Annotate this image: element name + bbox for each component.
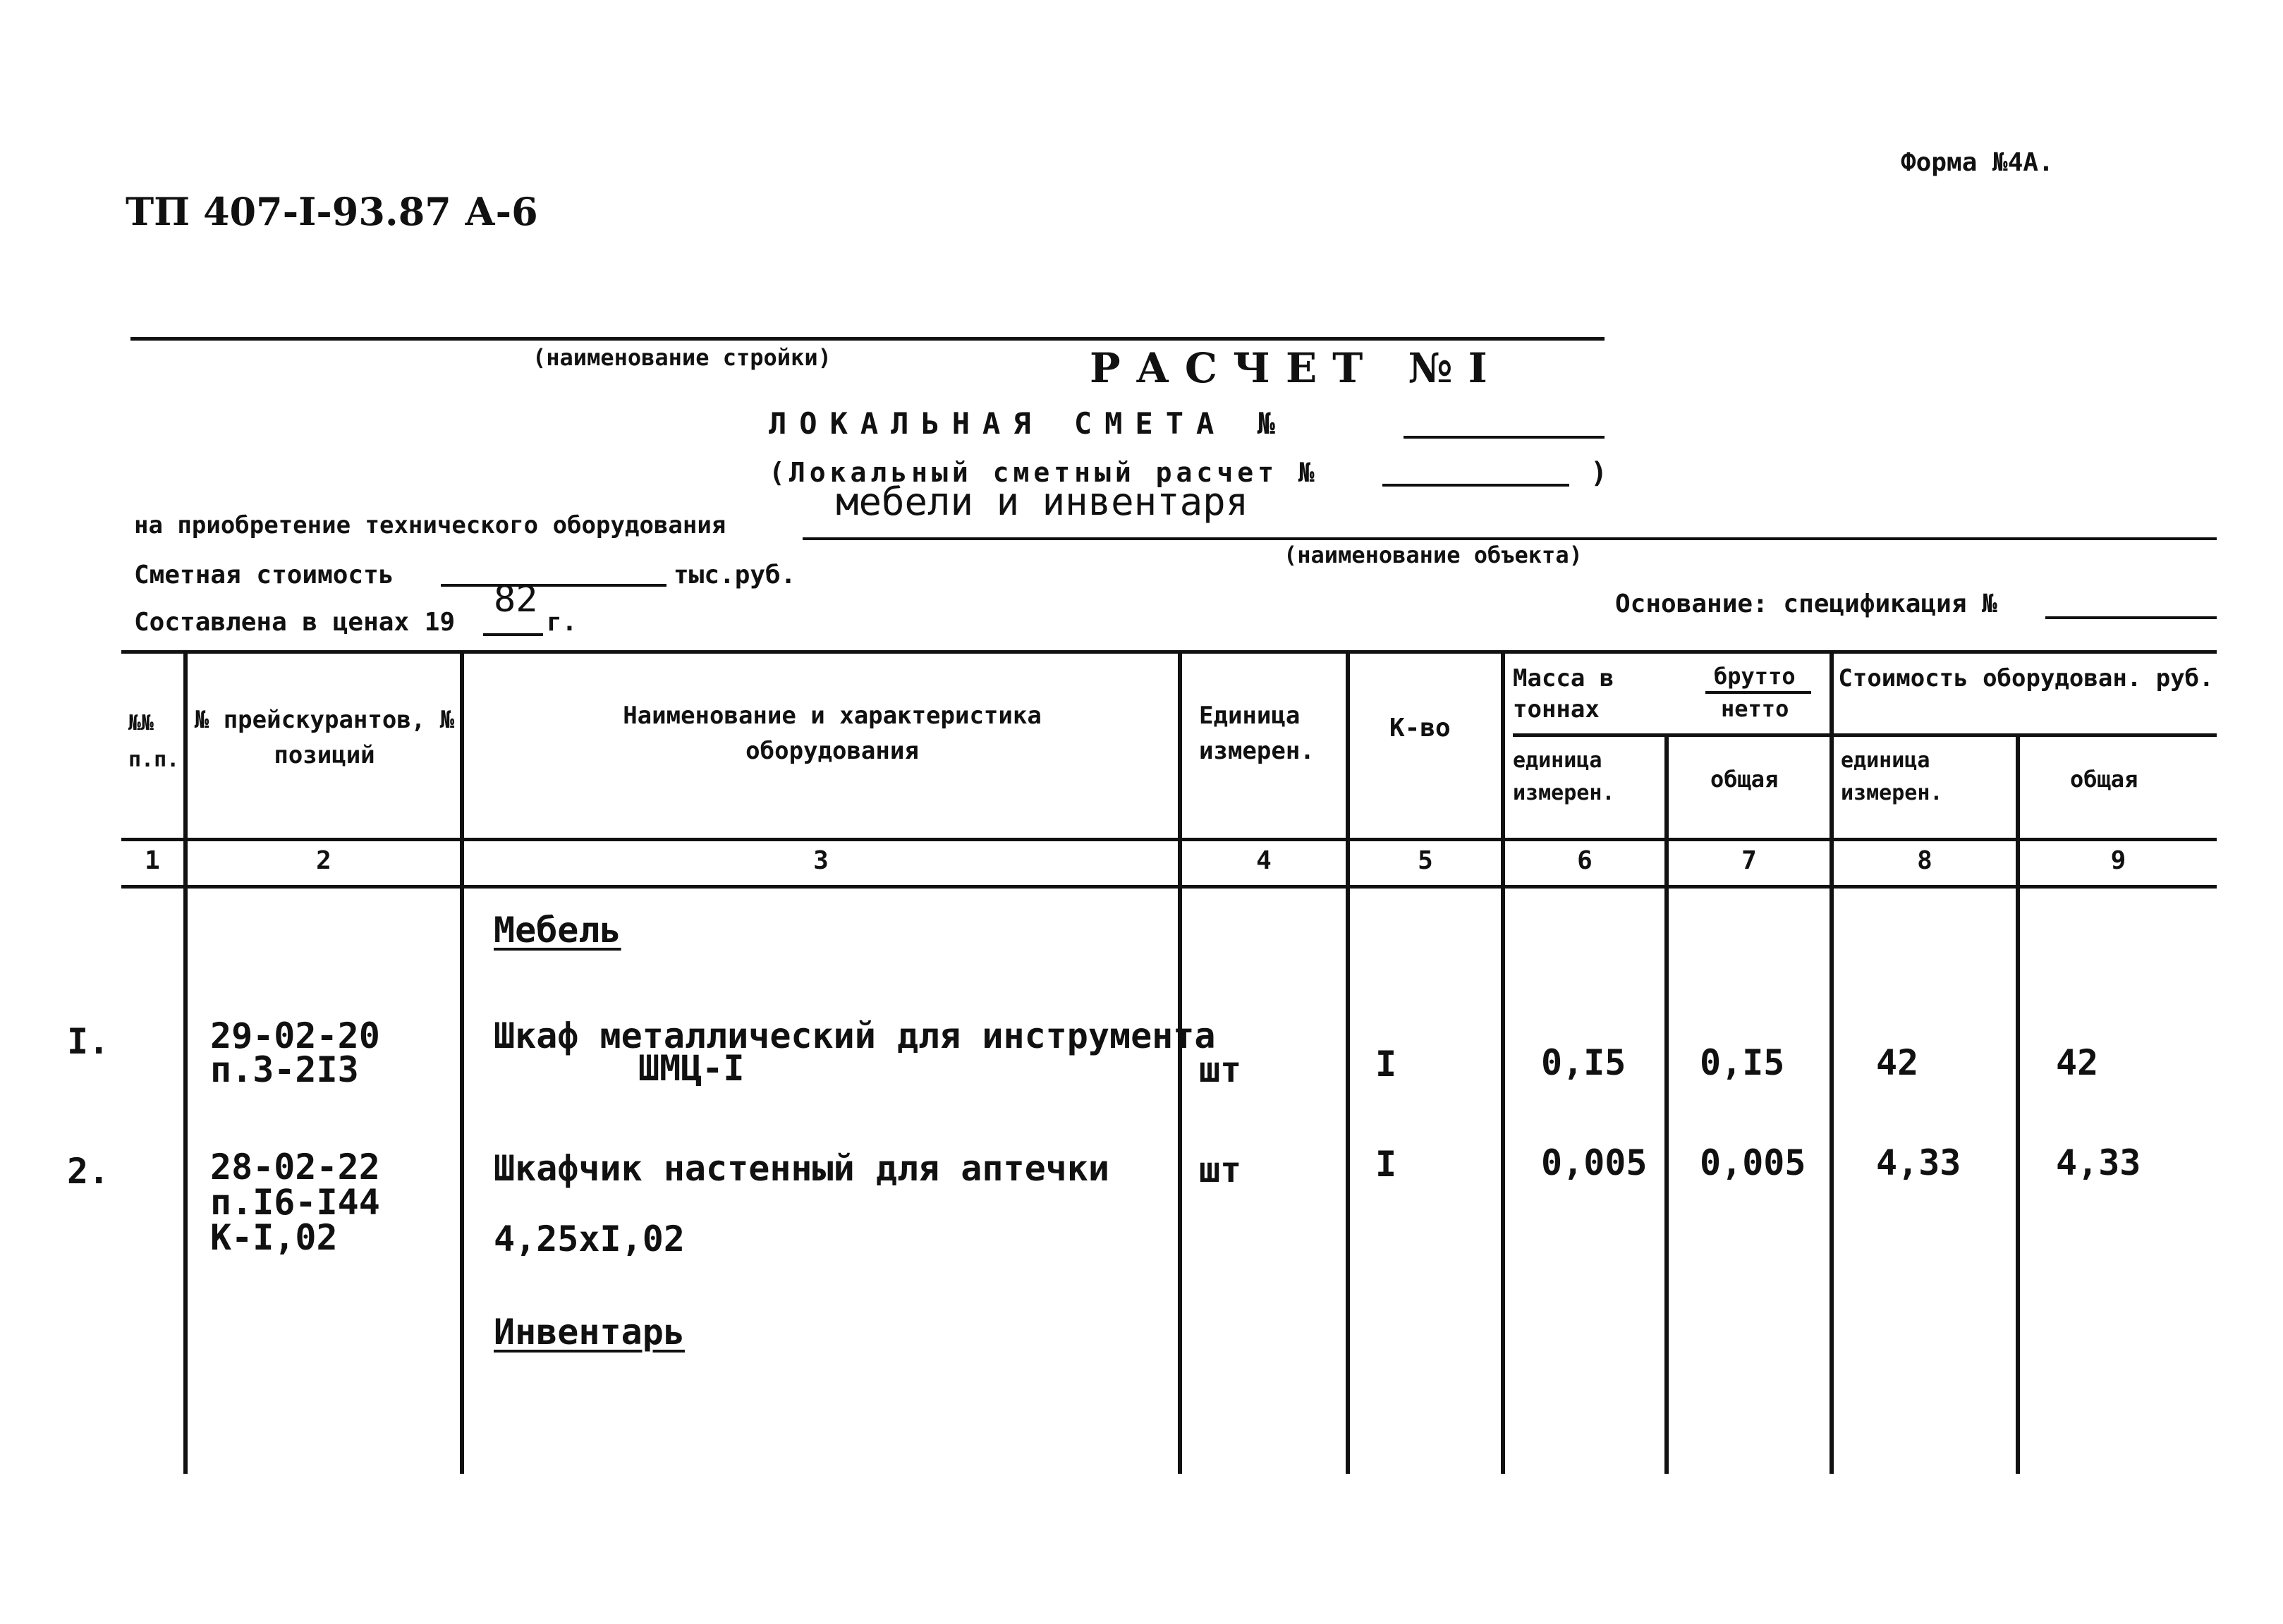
table-col-divider (1501, 650, 1505, 1474)
section-inventory: Инвентарь (494, 1312, 685, 1353)
table-top-border (121, 650, 2217, 654)
prices-suffix: г. (547, 608, 578, 637)
local-calc-close: ) (1590, 457, 1608, 489)
brutto-netto-divider (1705, 691, 1811, 694)
table-col-divider (2016, 733, 2020, 1474)
col-number: 2 (316, 846, 331, 875)
row-name: 4,25хI,02 (494, 1219, 685, 1259)
row-qty: I (1375, 1044, 1397, 1085)
header-mass-brutto: брутто (1714, 663, 1796, 690)
local-calc-number-line (1382, 484, 1569, 487)
section-furniture: Мебель (494, 910, 621, 951)
header-unit: Единица измерен. (1199, 702, 1315, 765)
header-name: Наименование и характеристика оборудования (623, 702, 1042, 765)
row-unit: шт (1199, 1149, 1242, 1190)
page-title: РАСЧЕТ №I (1090, 344, 1503, 392)
table-col-divider (1830, 650, 1834, 1474)
table-col-divider (460, 650, 464, 1474)
table-col-divider (1664, 733, 1669, 1474)
cost-line (441, 584, 666, 587)
basis-line (2045, 616, 2217, 619)
row-name: Шкафчик настенный для аптечки (494, 1148, 1109, 1189)
header-cost-unit: единица измерен. (1841, 748, 1943, 805)
header-mass-total: общая (1710, 766, 1779, 793)
row-num: 2. (67, 1151, 110, 1192)
col-number: 4 (1256, 846, 1272, 875)
header-cost-total: общая (2070, 766, 2138, 793)
header-price-ref: № прейскурантов, № позиций (194, 706, 455, 769)
row-cost-unit: 4,33 (1876, 1142, 1961, 1183)
row-cost-total: 4,33 (2056, 1142, 2141, 1183)
header-mass-unit: единица измерен. (1513, 748, 1615, 805)
row-num: I. (67, 1021, 110, 1062)
header-mass: Масса в тоннах (1513, 664, 1614, 724)
purchase-line (803, 537, 2217, 540)
purchase-label: на приобретение технического оборудования (134, 511, 726, 539)
row-qty: I (1375, 1144, 1397, 1185)
cost-unit: тыс.руб. (674, 561, 796, 590)
row-cost-total: 42 (2056, 1042, 2099, 1083)
row-price-ref: п.I6-I44 (210, 1182, 380, 1223)
row-price-ref: п.3-2I3 (210, 1049, 359, 1090)
estimate-number-line (1404, 436, 1605, 439)
form-label: Форма №4А. (1901, 148, 2054, 177)
row-name: Шкаф металлический для инструмента (494, 1015, 1216, 1056)
col-number: 5 (1418, 846, 1433, 875)
header-mass-netto: нетто (1721, 695, 1789, 722)
basis-label: Основание: спецификация № (1615, 590, 1997, 618)
row-cost-unit: 42 (1876, 1042, 1919, 1083)
header-num: №№ п.п. (128, 711, 180, 772)
col-number: 6 (1577, 846, 1593, 875)
row-mass-total: 0,005 (1700, 1142, 1806, 1183)
estimate-title: ЛОКАЛЬНАЯ СМЕТА № (769, 406, 1288, 441)
row-mass-unit: 0,005 (1541, 1142, 1648, 1183)
col-number: 8 (1917, 846, 1932, 875)
col-number: 7 (1741, 846, 1757, 875)
row-mass-total: 0,I5 (1700, 1042, 1785, 1083)
table-subheader-line (1513, 733, 2217, 737)
table-col-divider (1178, 650, 1182, 1474)
document-code: ТП 407-I-93.87 А-6 (126, 189, 538, 234)
row-mass-unit: 0,I5 (1541, 1042, 1626, 1083)
table-col-divider (1346, 650, 1350, 1474)
header-qty: К-во (1389, 714, 1451, 743)
object-caption: (наименование объекта) (1284, 542, 1583, 568)
prices-year-line (483, 633, 543, 636)
row-unit: шт (1199, 1049, 1242, 1090)
construction-caption: (наименование стройки) (532, 344, 832, 371)
table-header-bottom (121, 838, 2217, 841)
col-number: 3 (813, 846, 829, 875)
row-name: ШМЦ-I (638, 1048, 745, 1089)
col-number: 9 (2110, 846, 2126, 875)
row-price-ref: 29-02-20 (210, 1015, 380, 1056)
table-colnum-bottom (121, 885, 2217, 889)
col-number: 1 (145, 846, 160, 875)
header-cost: Стоимость оборудован. руб. (1838, 664, 2214, 692)
cost-label: Сметная стоимость (134, 561, 394, 590)
row-price-ref: 28-02-22 (210, 1147, 380, 1188)
construction-line (130, 337, 1605, 341)
table-col-divider (183, 650, 188, 1474)
row-price-ref: К-I,02 (210, 1217, 338, 1258)
prices-year: 82 (494, 578, 538, 621)
purchase-value: мебели и инвентаря (836, 480, 1249, 524)
prices-label: Составлена в ценах 19 (134, 608, 456, 637)
local-calc-label: (Локальный сметный расчет № (769, 457, 1319, 488)
